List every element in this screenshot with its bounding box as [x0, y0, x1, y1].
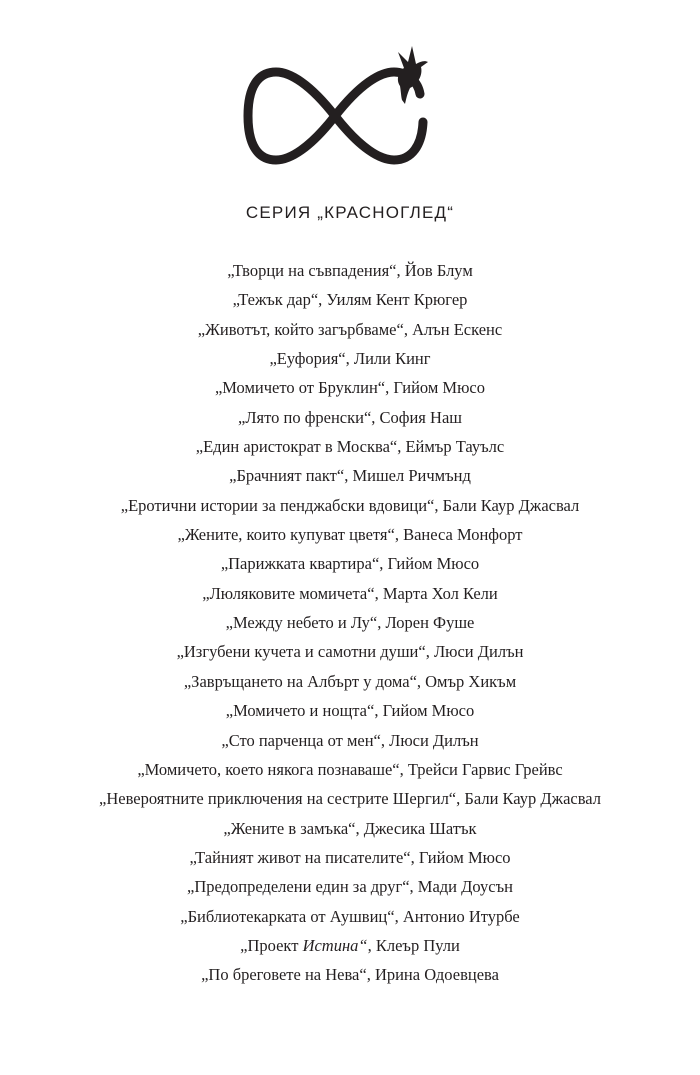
book-title: „Животът, който загърбваме“ — [197, 319, 404, 339]
book-title: „Брачният пакт“ — [229, 466, 345, 486]
book-author: , Гийом Мюсо — [410, 847, 511, 867]
book-title: „По бреговете на Нева“ — [201, 965, 367, 985]
book-title: „Тежък дар“ — [232, 290, 319, 310]
book-item — [0, 696, 700, 725]
book-item — [0, 784, 700, 813]
book-item — [0, 814, 700, 843]
book-title: „Момичето, което някога познаваше“ — [137, 759, 400, 779]
book-item — [0, 931, 700, 960]
book-item — [0, 432, 700, 461]
book-title-prefix: „Проект — [240, 935, 303, 955]
book-item — [0, 491, 700, 520]
book-item — [0, 755, 700, 784]
book-item — [0, 403, 700, 432]
book-author: , Бали Каур Джасвал — [434, 495, 580, 515]
book-author: , Антонио Итурбе — [394, 906, 520, 926]
book-title: „Сто парченца от мен“ — [221, 730, 381, 750]
book-author: , Марта Хол Кели — [374, 583, 498, 603]
book-title — [240, 936, 367, 955]
book-title: „Един аристократ в Москва“ — [195, 437, 398, 457]
book-author: , Йов Блум — [396, 261, 473, 280]
book-item — [0, 285, 700, 314]
book-item — [0, 579, 700, 608]
book-item — [0, 256, 700, 285]
book-title: „Предопределени един за друг“ — [187, 877, 410, 897]
series-title: СЕРИЯ „КРАСНОГЛЕД“ — [245, 203, 455, 222]
book-item — [0, 637, 700, 666]
book-title: „Между небето и Лу“ — [225, 613, 378, 633]
book-item — [0, 608, 700, 637]
infinity-with-bird-logo-icon — [240, 42, 430, 172]
book-author: , Уилям Кент Крюгер — [318, 290, 468, 310]
infinity-loop-icon — [248, 72, 423, 160]
book-item — [0, 373, 700, 402]
book-title-italic: Истина“ — [302, 935, 368, 955]
book-title: „Момичето от Бруклин“ — [214, 378, 386, 398]
book-title: „Завръщането на Албърт у дома“ — [183, 671, 417, 691]
book-author: , Гийом Мюсо — [385, 378, 486, 398]
book-title: „Творци на съвпадения“ — [227, 261, 397, 280]
book-author: , Ирина Одоевцева — [366, 965, 499, 985]
book-author: , Мади Доусън — [409, 877, 513, 897]
book-title: „Момичето и нощта“ — [225, 701, 375, 721]
book-item — [0, 667, 700, 696]
book-author: , Клеър Пули — [367, 935, 460, 955]
book-item — [0, 461, 700, 490]
book-item — [0, 872, 700, 901]
book-author: , Гийом Мюсо — [374, 701, 475, 721]
book-author: , Мишел Ричмънд — [344, 466, 471, 486]
book-author: , София Наш — [371, 407, 462, 427]
book-author: , Лорен Фуше — [377, 613, 475, 633]
book-title: „Жените в замъка“ — [223, 818, 356, 838]
book-title: „Парижката квартира“ — [220, 554, 380, 574]
book-item — [0, 726, 700, 755]
book-item — [0, 344, 700, 373]
book-author: , Люси Дилън — [380, 730, 479, 750]
book-author: , Алън Ескенс — [403, 319, 503, 339]
book-author: , Трейси Гарвис Грейвс — [399, 759, 563, 779]
book-title: „Тайният живот на писателите“ — [189, 847, 411, 867]
book-author: , Гийом Мюсо — [379, 554, 480, 574]
book-title: „Невероятните приключения на сестрите Шергил“ — [99, 789, 457, 809]
book-item — [0, 549, 700, 578]
book-author: , Бали Каур Джасвал — [456, 789, 601, 809]
book-title: „Жените, които купуват цветя“ — [177, 525, 395, 545]
book-list — [0, 256, 700, 990]
book-item — [0, 960, 700, 989]
book-title: „Люляковите момичета“ — [202, 583, 375, 603]
book-title: „Изгубени кучета и самотни души“ — [176, 642, 426, 662]
book-author: , Ванеса Монфорт — [394, 525, 523, 545]
book-item — [0, 520, 700, 549]
book-title: „Лято по френски“ — [238, 407, 372, 427]
book-author: , Еймър Тауълс — [397, 437, 505, 457]
book-author: , Омър Хикъм — [416, 671, 517, 691]
book-title: „Еротични истории за пенджабски вдовици“ — [120, 495, 435, 515]
book-item — [0, 843, 700, 872]
book-item — [0, 315, 700, 344]
book-author: , Джесика Шатък — [355, 818, 477, 838]
book-title: „Еуфория“ — [269, 349, 346, 369]
book-author: , Люси Дилън — [425, 642, 524, 662]
book-author: , Лили Кинг — [345, 349, 431, 369]
book-item — [0, 902, 700, 931]
book-title: „Библиотекарката от Аушвиц“ — [180, 906, 395, 926]
